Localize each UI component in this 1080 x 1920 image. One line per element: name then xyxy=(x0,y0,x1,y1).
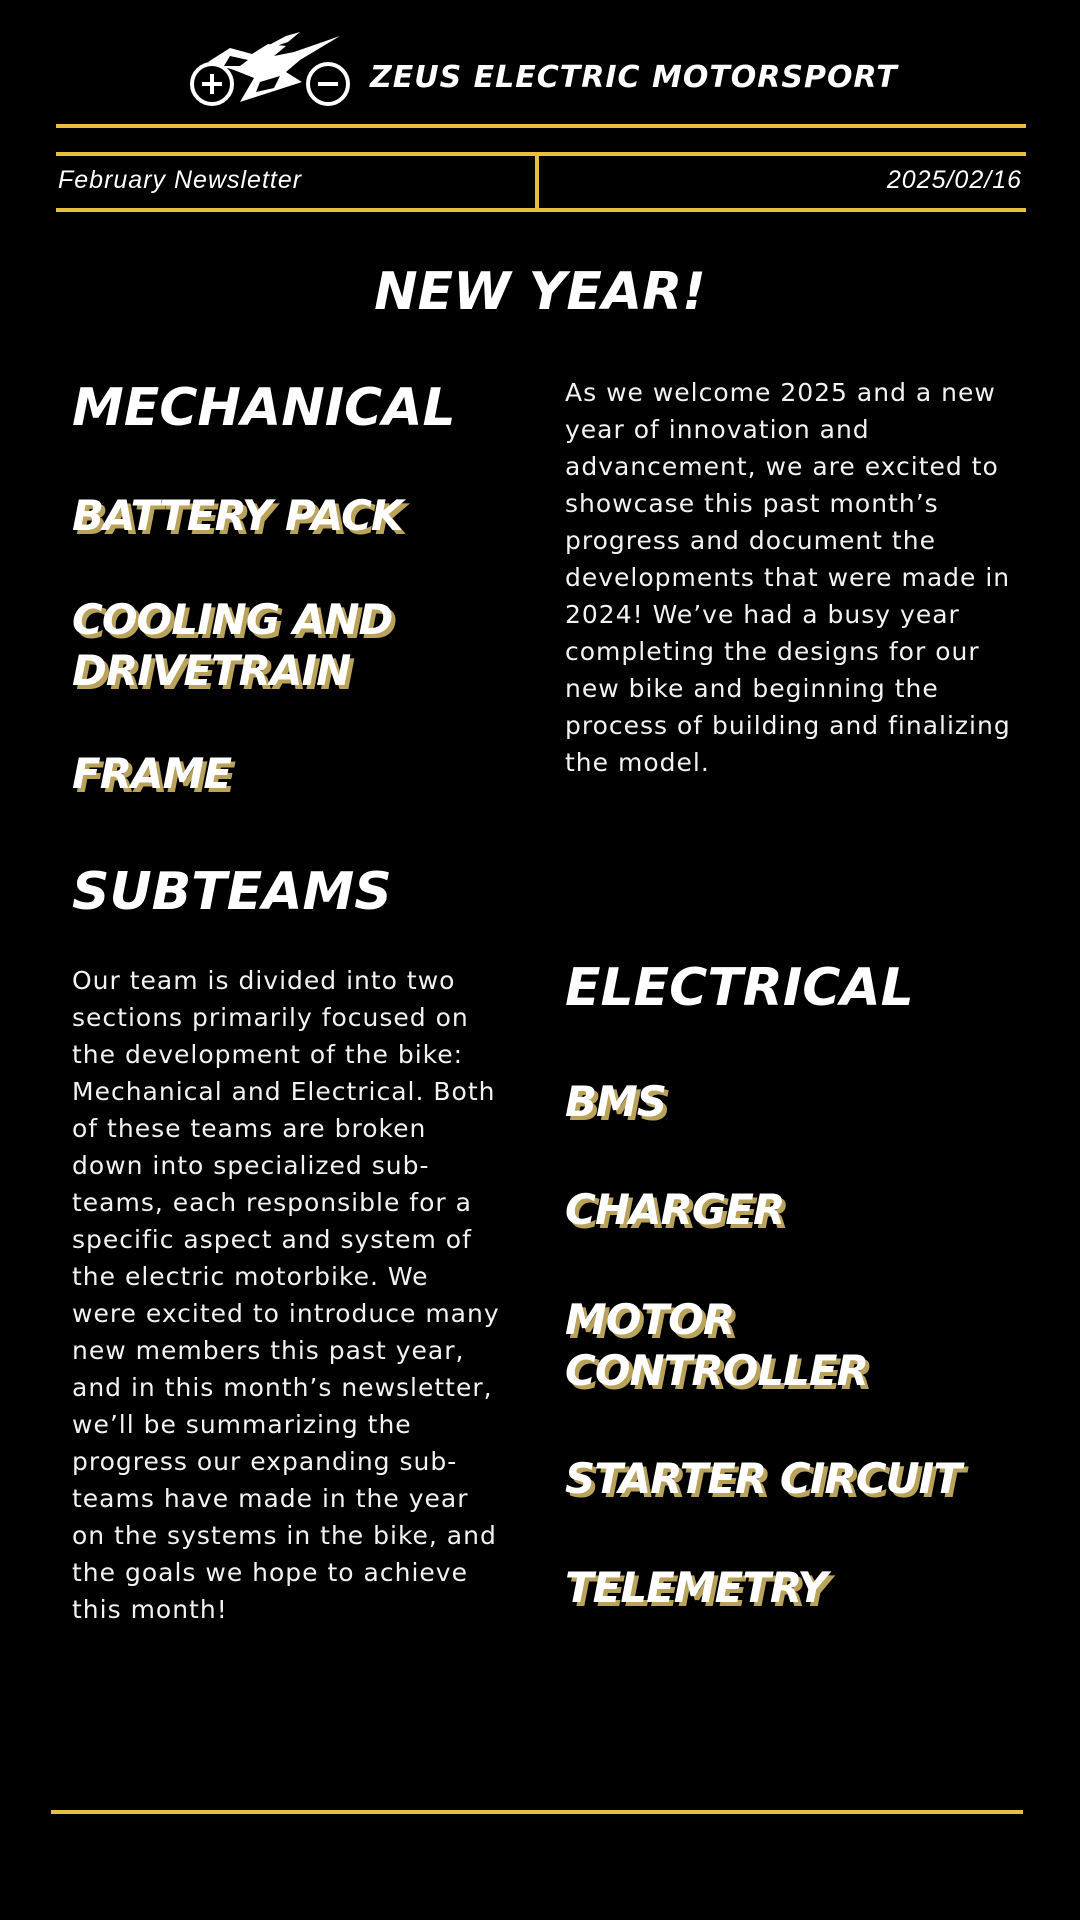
electrical-heading: ELECTRICAL xyxy=(565,958,914,1018)
header-divider xyxy=(56,124,1026,128)
issue-date: 2025/02/16 xyxy=(886,166,1022,194)
electrical-item-charger: CHARGER xyxy=(565,1185,785,1234)
issue-bar-divider xyxy=(535,152,539,212)
footer-divider xyxy=(51,1810,1023,1814)
mechanical-item-battery-pack: BATTERY PACK xyxy=(72,491,403,540)
subteams-heading: SUBTEAMS xyxy=(72,862,392,922)
brand-name: ZEUS ELECTRIC MOTORSPORT xyxy=(370,60,898,95)
electrical-item-telemetry: TELEMETRY xyxy=(565,1563,827,1612)
issue-bar-bottom-rule xyxy=(56,208,1026,212)
main-title: NEW YEAR! xyxy=(374,262,706,322)
mechanical-item-frame: FRAME xyxy=(72,749,232,798)
motorcycle-logo-icon xyxy=(190,26,350,106)
electrical-item-starter-circuit: STARTER CIRCUIT xyxy=(565,1454,961,1503)
mechanical-item-cooling-drivetrain: COOLING AND DRIVETRAIN xyxy=(72,595,393,695)
electrical-item-motor-controller: MOTOR CONTROLLER xyxy=(565,1295,868,1395)
subteams-paragraph: Our team is divided into two sections primarily focused on the development of the bike: Mechanical and Electrical. Both of these teams are broken down into specialized sub-teams, each responsible for a specific aspect and system of the electric motorbike. We were excited to introduce many new members this past year, and in this month’s newsletter, we’ll be summarizing the progress our expanding sub-teams have made in the year on the systems in the bike, and the goals we hope to achieve this month! xyxy=(72,966,500,1624)
intro-paragraph: As we welcome 2025 and a new year of innovation and advancement, we are excited to showcase this past month’s progress and document the developments that were made in 2024! We’ve had a busy year completing the designs for our new bike and beginning the process of building and finalizing the model. xyxy=(565,378,1011,777)
issue-bar-top-rule xyxy=(56,152,1026,156)
electrical-item-bms: BMS xyxy=(565,1077,667,1126)
newsletter-header xyxy=(0,0,1080,120)
issue-label: February Newsletter xyxy=(58,166,303,194)
mechanical-heading: MECHANICAL xyxy=(72,378,456,438)
